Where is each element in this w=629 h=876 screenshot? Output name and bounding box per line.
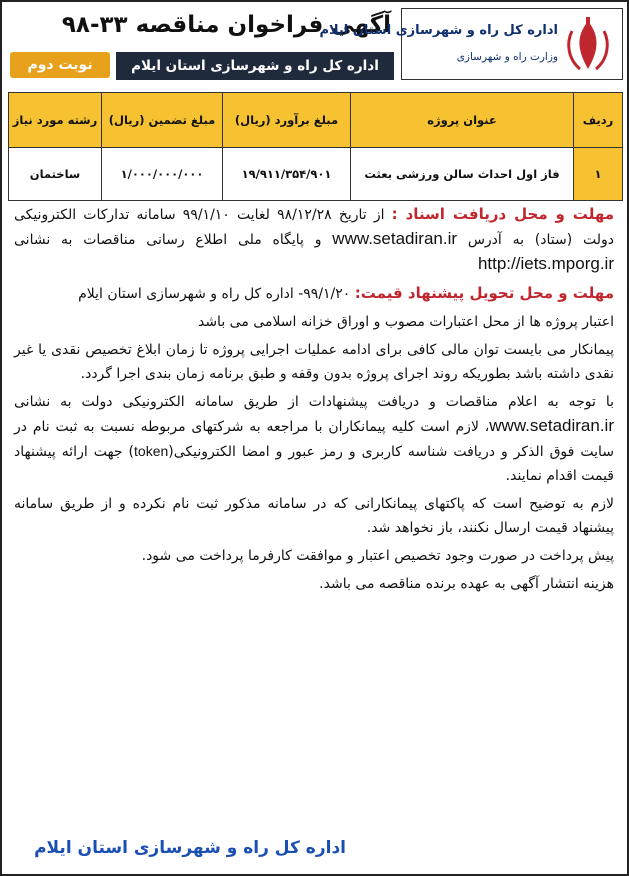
iets-link[interactable]: http://iets.mporg.ir [477,254,614,273]
required-field: ساختمان [9,148,102,201]
table-header-row [9,93,623,148]
col-required-field: رشته مورد نیاز [9,93,102,148]
second-notice-badge: نوبت دوم [10,52,110,78]
logo-ministry-name: وزارت راه و شهرسازی [456,51,558,63]
table-row [9,148,623,201]
col-row-number: ردیف [574,93,623,148]
unregistered-envelopes-paragraph: لازم به توضیح است که پاکتهای پیمانکارانی که در سامانه مذکور ثبت نام نکرده و از طریق سامانه پیشنهاد قیمت ارسال نکنند، باز نخواهد شد. [14,496,614,536]
electronic-text-c: ) جهت ارائه پیشنهاد قیمت اقدام نمایند. [14,444,614,484]
guarantee-amount: ۱/۰۰۰/۰۰۰/۰۰۰ [102,148,223,201]
electronic-submission-paragraph [14,390,614,488]
estimated-amount: ۱۹/۹۱۱/۳۵۴/۹۰۱ [223,148,351,201]
footer-organization: اداره کل راه و شهرسازی استان ایلام [34,838,346,858]
documents-deadline-text-b: و پایگاه ملی اطلاع رسانی مناقصات به نشانی [14,232,333,248]
logo-org-name: اداره کل راه و شهرسازی استان ایلام [319,23,558,38]
funding-paragraph: اعتبار پروژه ها از محل اعتبارات مصوب و اوراق خزانه اسلامی می باشد [197,314,614,330]
header [8,8,623,84]
project-title: فاز اول احداث سالن ورزشی بعثت [351,148,574,201]
organization-banner: اداره کل راه و شهرسازی استان ایلام [116,52,394,80]
contractor-finance-paragraph: پیمانکار می بایست توان مالی کافی برای ادامه عملیات اجرایی پروژه تا زمان ابلاغ تخصیص نقدی یا غیر نقدی داشته باشد بطوریکه روند اجرای پروژه بدون وقفه و طبق برنامه زمان بندی اجرا گردد. [14,342,614,382]
bid-deadline-paragraph [14,281,614,306]
tender-table [8,92,623,201]
col-estimated-amount: مبلغ برآورد (ریال) [223,93,351,148]
iran-emblem-icon [560,15,616,75]
electronic-text-a: با توجه به اعلام مناقصات و دریافت پیشنهادات از طریق سامانه الکترونیکی دولت به نشانی [14,394,614,410]
organization-logo [319,8,623,80]
setadiran-link-2[interactable]: www.setadiran.ir [489,416,614,435]
documents-deadline-text-a: از تاریخ ۹۸/۱۲/۲۸ لغایت ۹۹/۱/۱۰ سامانه تدارکات الکترونیکی دولت (ستاد) به آدرس [14,207,614,248]
electronic-text-b: ، لازم است کلیه پیمانکاران با مراجعه به شرکتهای مربوطه نسبت به ثبت نام در سایت فوق الذکر و دریافت شناسه کاربری و رمز عبور و امضا الکترونیکی( [14,419,614,460]
token-term: token [134,443,169,459]
row-number: ۱ [574,148,623,201]
publication-cost-paragraph: هزینه انتشار آگهی به عهده برنده مناقصه می باشد. [319,576,614,592]
setadiran-link[interactable]: www.setadiran.ir [332,229,458,248]
col-guarantee-amount: مبلغ تضمین (ریال) [102,93,223,148]
bid-deadline-label: مهلت و محل تحویل پیشنهاد قیمت: [354,284,614,302]
documents-deadline-label: مهلت و محل دریافت اسناد : [391,205,615,223]
col-project-title: عنوان پروژه [351,93,574,148]
notice-body [14,202,614,600]
prepayment-paragraph: پیش پرداخت در صورت وجود تخصیص اعتبار و موافقت کارفرما پرداخت می شود. [141,548,614,564]
documents-deadline-paragraph [14,202,614,277]
bid-deadline-text: ۹۹/۱/۲۰- اداره کل راه و شهرسازی استان ایلام [78,286,355,302]
page-title: آگهی فراخوان مناقصه ۳۳-۹۸ [61,12,391,38]
